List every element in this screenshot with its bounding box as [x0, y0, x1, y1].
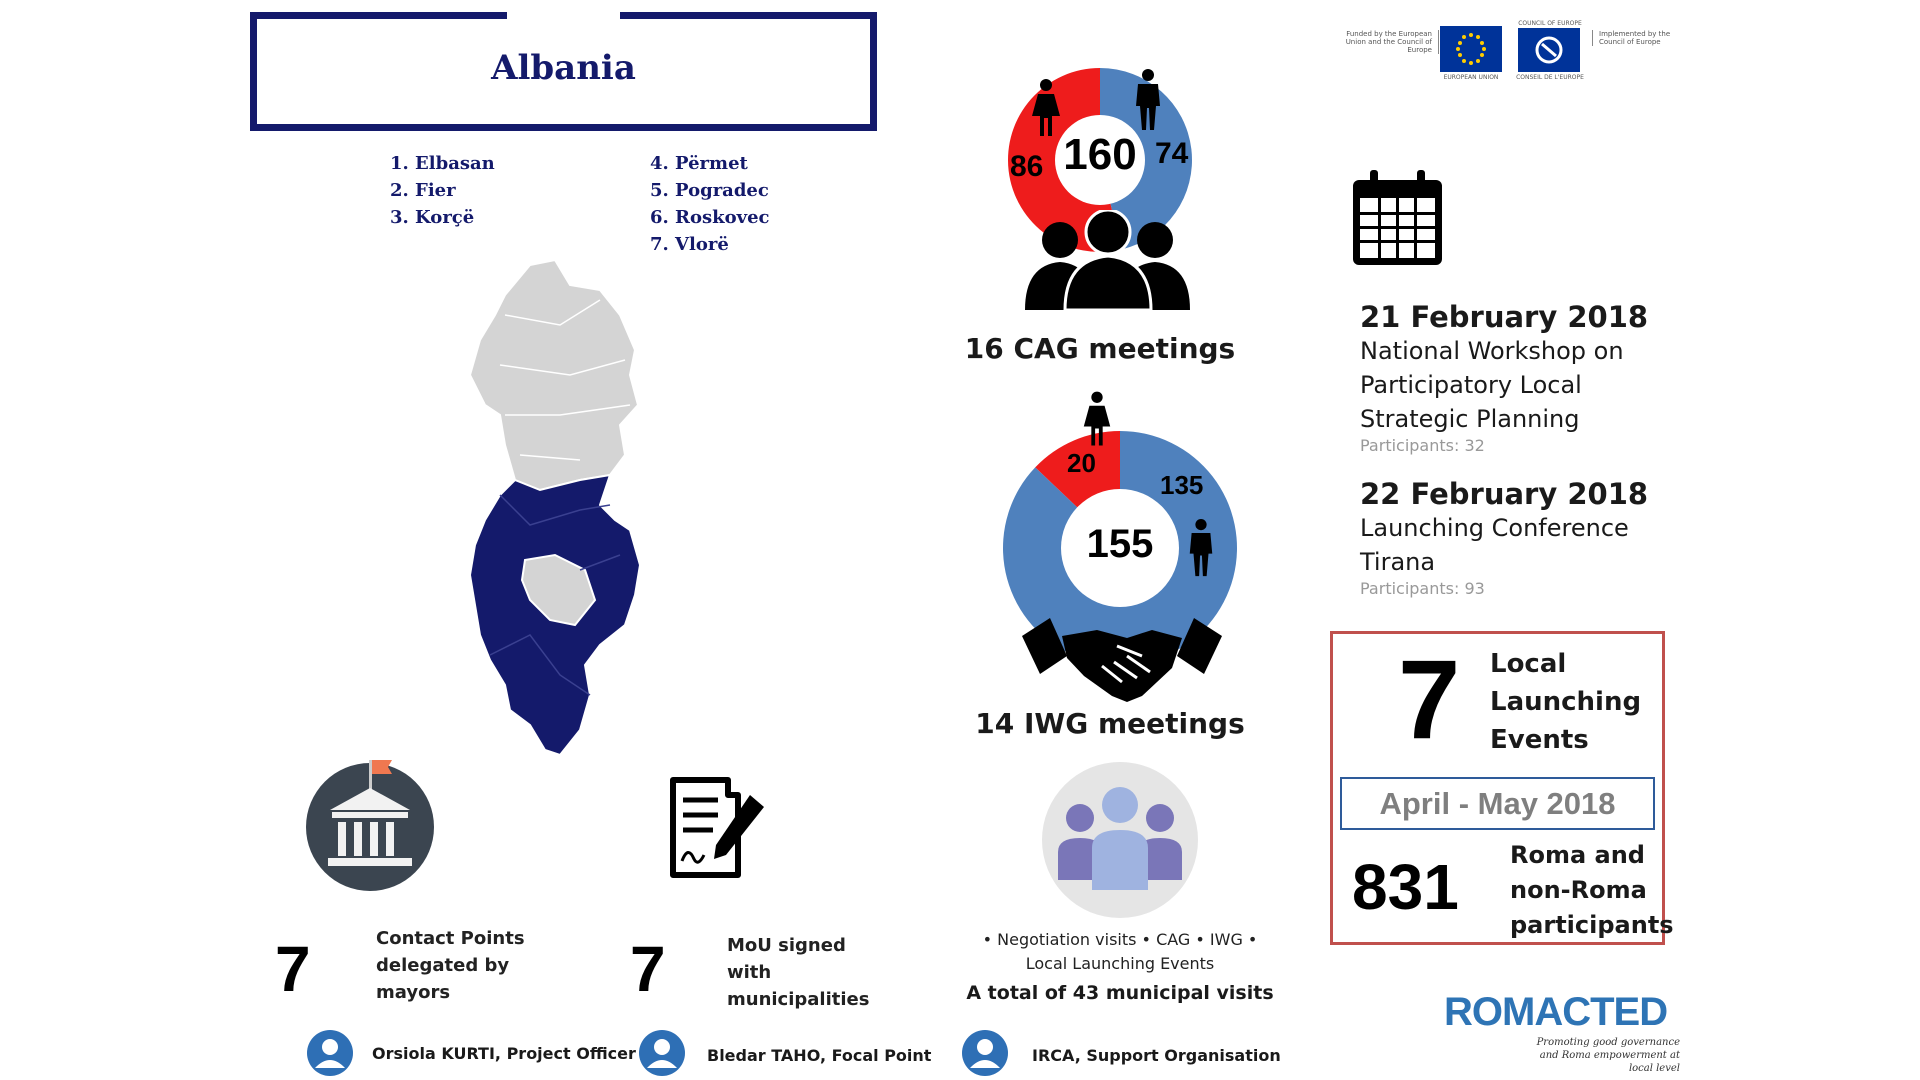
cag-women-count: 86 — [1010, 150, 1044, 183]
contact-points-count: 7 — [275, 933, 311, 1005]
iwg-total: 155 — [1086, 522, 1154, 566]
event-title-line: Participatory Local — [1360, 371, 1582, 399]
municipality-list-right — [650, 150, 770, 258]
iwg-caption: 14 IWG meetings — [975, 707, 1245, 740]
event-title-line: Tirana — [1360, 548, 1436, 576]
meeting-group-icon — [1040, 760, 1200, 920]
mou-label: MoU signed with municipalities — [727, 935, 870, 1010]
user-avatar-icon — [305, 1030, 355, 1076]
event-participants: Participants: 32 — [1360, 436, 1485, 455]
event-title-line: Launching Conference — [1360, 514, 1629, 542]
man-icon — [1186, 518, 1216, 578]
town-hall-icon — [300, 752, 440, 892]
period-label: April - May 2018 — [1340, 777, 1655, 830]
group-people-icon — [1020, 210, 1195, 310]
mou-count: 7 — [630, 933, 666, 1005]
list-item: 2. Fier — [390, 180, 456, 201]
contact-points-label: Contact Points delegated by mayors — [376, 928, 525, 1003]
man-icon — [1132, 68, 1164, 132]
iwg-women-count: 20 — [1067, 448, 1096, 478]
calendar-icon — [1350, 168, 1445, 268]
user-avatar-icon — [637, 1030, 687, 1076]
cag-total: 160 — [1063, 130, 1137, 179]
list-item: 5. Pogradec — [650, 180, 769, 201]
person-name: Bledar TAHO, Focal Point — [707, 1046, 932, 1065]
funded-text: Funded by the European Union and the Council of Europe — [1340, 30, 1439, 54]
visits-total: A total of 43 municipal visits — [966, 982, 1274, 1004]
title-box — [250, 12, 877, 131]
list-item: 4. Përmet — [650, 153, 748, 174]
list-item: 6. Roskovec — [650, 207, 770, 228]
participants-label: Roma and non-Roma participants — [1510, 841, 1674, 939]
person-name: IRCA, Support Organisation — [1032, 1046, 1281, 1065]
event-1 — [1360, 300, 1700, 455]
albania-map — [460, 255, 690, 760]
signed-document-icon — [668, 775, 768, 880]
coe-flag-icon — [1518, 28, 1580, 72]
participants-count: 831 — [1352, 851, 1459, 923]
map-region-north — [470, 260, 638, 490]
romacted-tagline: Promoting good governance and Roma empowerment at local level — [1536, 1037, 1680, 1074]
event-date: 22 February 2018 — [1360, 477, 1649, 511]
coe-top-label: COUNCIL OF EUROPE — [1518, 20, 1582, 27]
visits-types-2: Local Launching Events — [1025, 954, 1215, 973]
local-events-count: 7 — [1398, 637, 1461, 762]
event-participants: Participants: 93 — [1360, 579, 1485, 598]
woman-icon — [1028, 78, 1064, 138]
person-name: Orsiola KURTI, Project Officer — [372, 1044, 636, 1063]
local-events-label: Local Launching Events — [1490, 649, 1642, 755]
event-2 — [1360, 477, 1700, 598]
event-date: 21 February 2018 — [1360, 300, 1649, 334]
eu-label: EUROPEAN UNION — [1443, 74, 1499, 81]
list-item: 3. Korçë — [390, 207, 475, 228]
coe-label: CONSEIL DE L'EUROPE — [1516, 74, 1584, 81]
list-item: 7. Vlorë — [650, 234, 729, 255]
municipality-list-left — [390, 150, 495, 231]
iwg-men-count: 135 — [1160, 470, 1204, 500]
list-item: 1. Elbasan — [390, 153, 495, 174]
implemented-text: Implemented by the Council of Europe — [1592, 30, 1689, 46]
woman-icon — [1080, 390, 1114, 448]
event-title-line: National Workshop on — [1360, 337, 1624, 365]
visits-types: • Negotiation visits • CAG • IWG • — [982, 930, 1258, 949]
event-title-line: Strategic Planning — [1360, 405, 1580, 433]
page-title: Albania — [491, 48, 636, 88]
handshake-icon — [1022, 616, 1222, 706]
user-avatar-icon — [960, 1030, 1010, 1076]
eu-flag-icon — [1440, 26, 1502, 72]
cag-caption: 16 CAG meetings — [964, 332, 1236, 365]
cag-men-count: 74 — [1155, 137, 1189, 170]
romacted-logo: ROMACTED — [1444, 990, 1668, 1034]
